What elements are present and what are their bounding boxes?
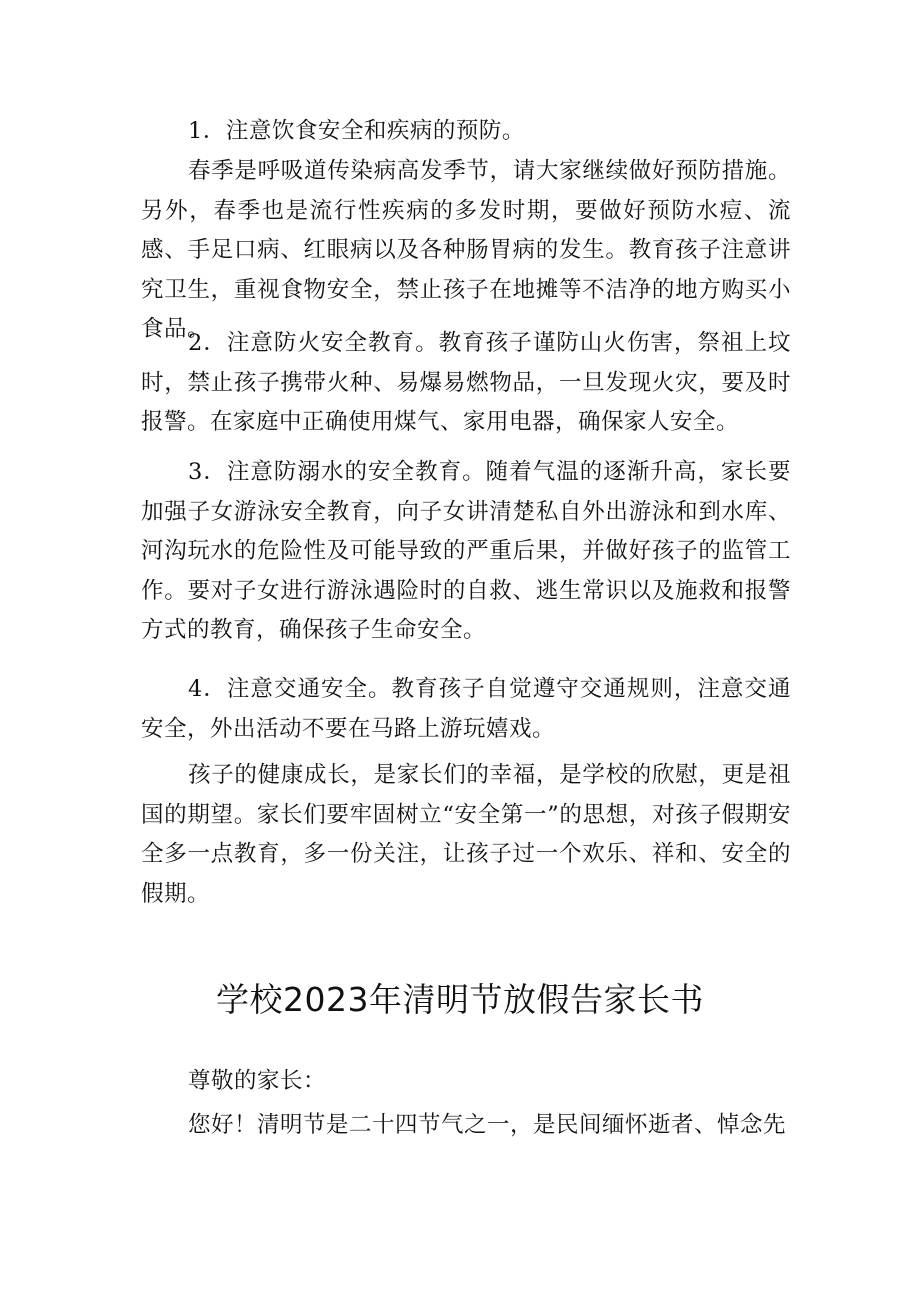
document-title: 学校2023年清明节放假告家长书 (216, 980, 704, 1019)
paragraph-traffic-safety: 4．注意交通安全。教育孩子自觉遵守交通规则，注意交通安全，外出活动不要在马路上游玩嬉戏。 (141, 676, 791, 742)
paragraph-drowning-safety: 3．注意防溺水的安全教育。随着气温的逐渐升高，家长要加强子女游泳安全教育，向子女讲清楚私自外出游泳和到水库、河沟玩水的危险性及可能导致的严重后果，并做好孩子的监管工作。要对子女进行游泳遇险时的自救、逃生常识以及施救和报警方式的教育，确保孩子生命安全。 (141, 459, 791, 643)
paragraph-disease-prevention: 春季是呼吸道传染病高发季节，请大家继续做好预防措施。另外，春季也是流行性疾病的多发时期，要做好预防水痘、流感、手足口病、红眼病以及各种肠胃病的发生。教育孩子注意讲究卫生，重视食物安全，禁止孩子在地摊等不洁净的地方购买小食品。 (141, 158, 791, 342)
opening-paragraph: 您好！清明节是二十四节气之一，是民间缅怀逝者、悼念先 (188, 1112, 787, 1138)
paragraph-closing: 孩子的健康成长，是家长们的幸福，是学校的欣慰，更是祖国的期望。家长们要牢固树立“安全第一”的思想，对孩子假期安全多一点教育，多一份关注，让孩子过一个欢乐、祥和、安全的假期。 (141, 762, 791, 907)
salutation: 尊敬的家长： (188, 1068, 327, 1094)
paragraph-item-1-heading: 1．注意饮食安全和疾病的预防。 (188, 118, 525, 144)
paragraph-fire-safety: 2．注意防火安全教育。教育孩子谨防山火伤害，祭祖上坟时，禁止孩子携带火种、易爆易燃物品，一旦发现火灾，要及时报警。在家庭中正确使用煤气、家用电器，确保家人安全。 (141, 330, 791, 435)
